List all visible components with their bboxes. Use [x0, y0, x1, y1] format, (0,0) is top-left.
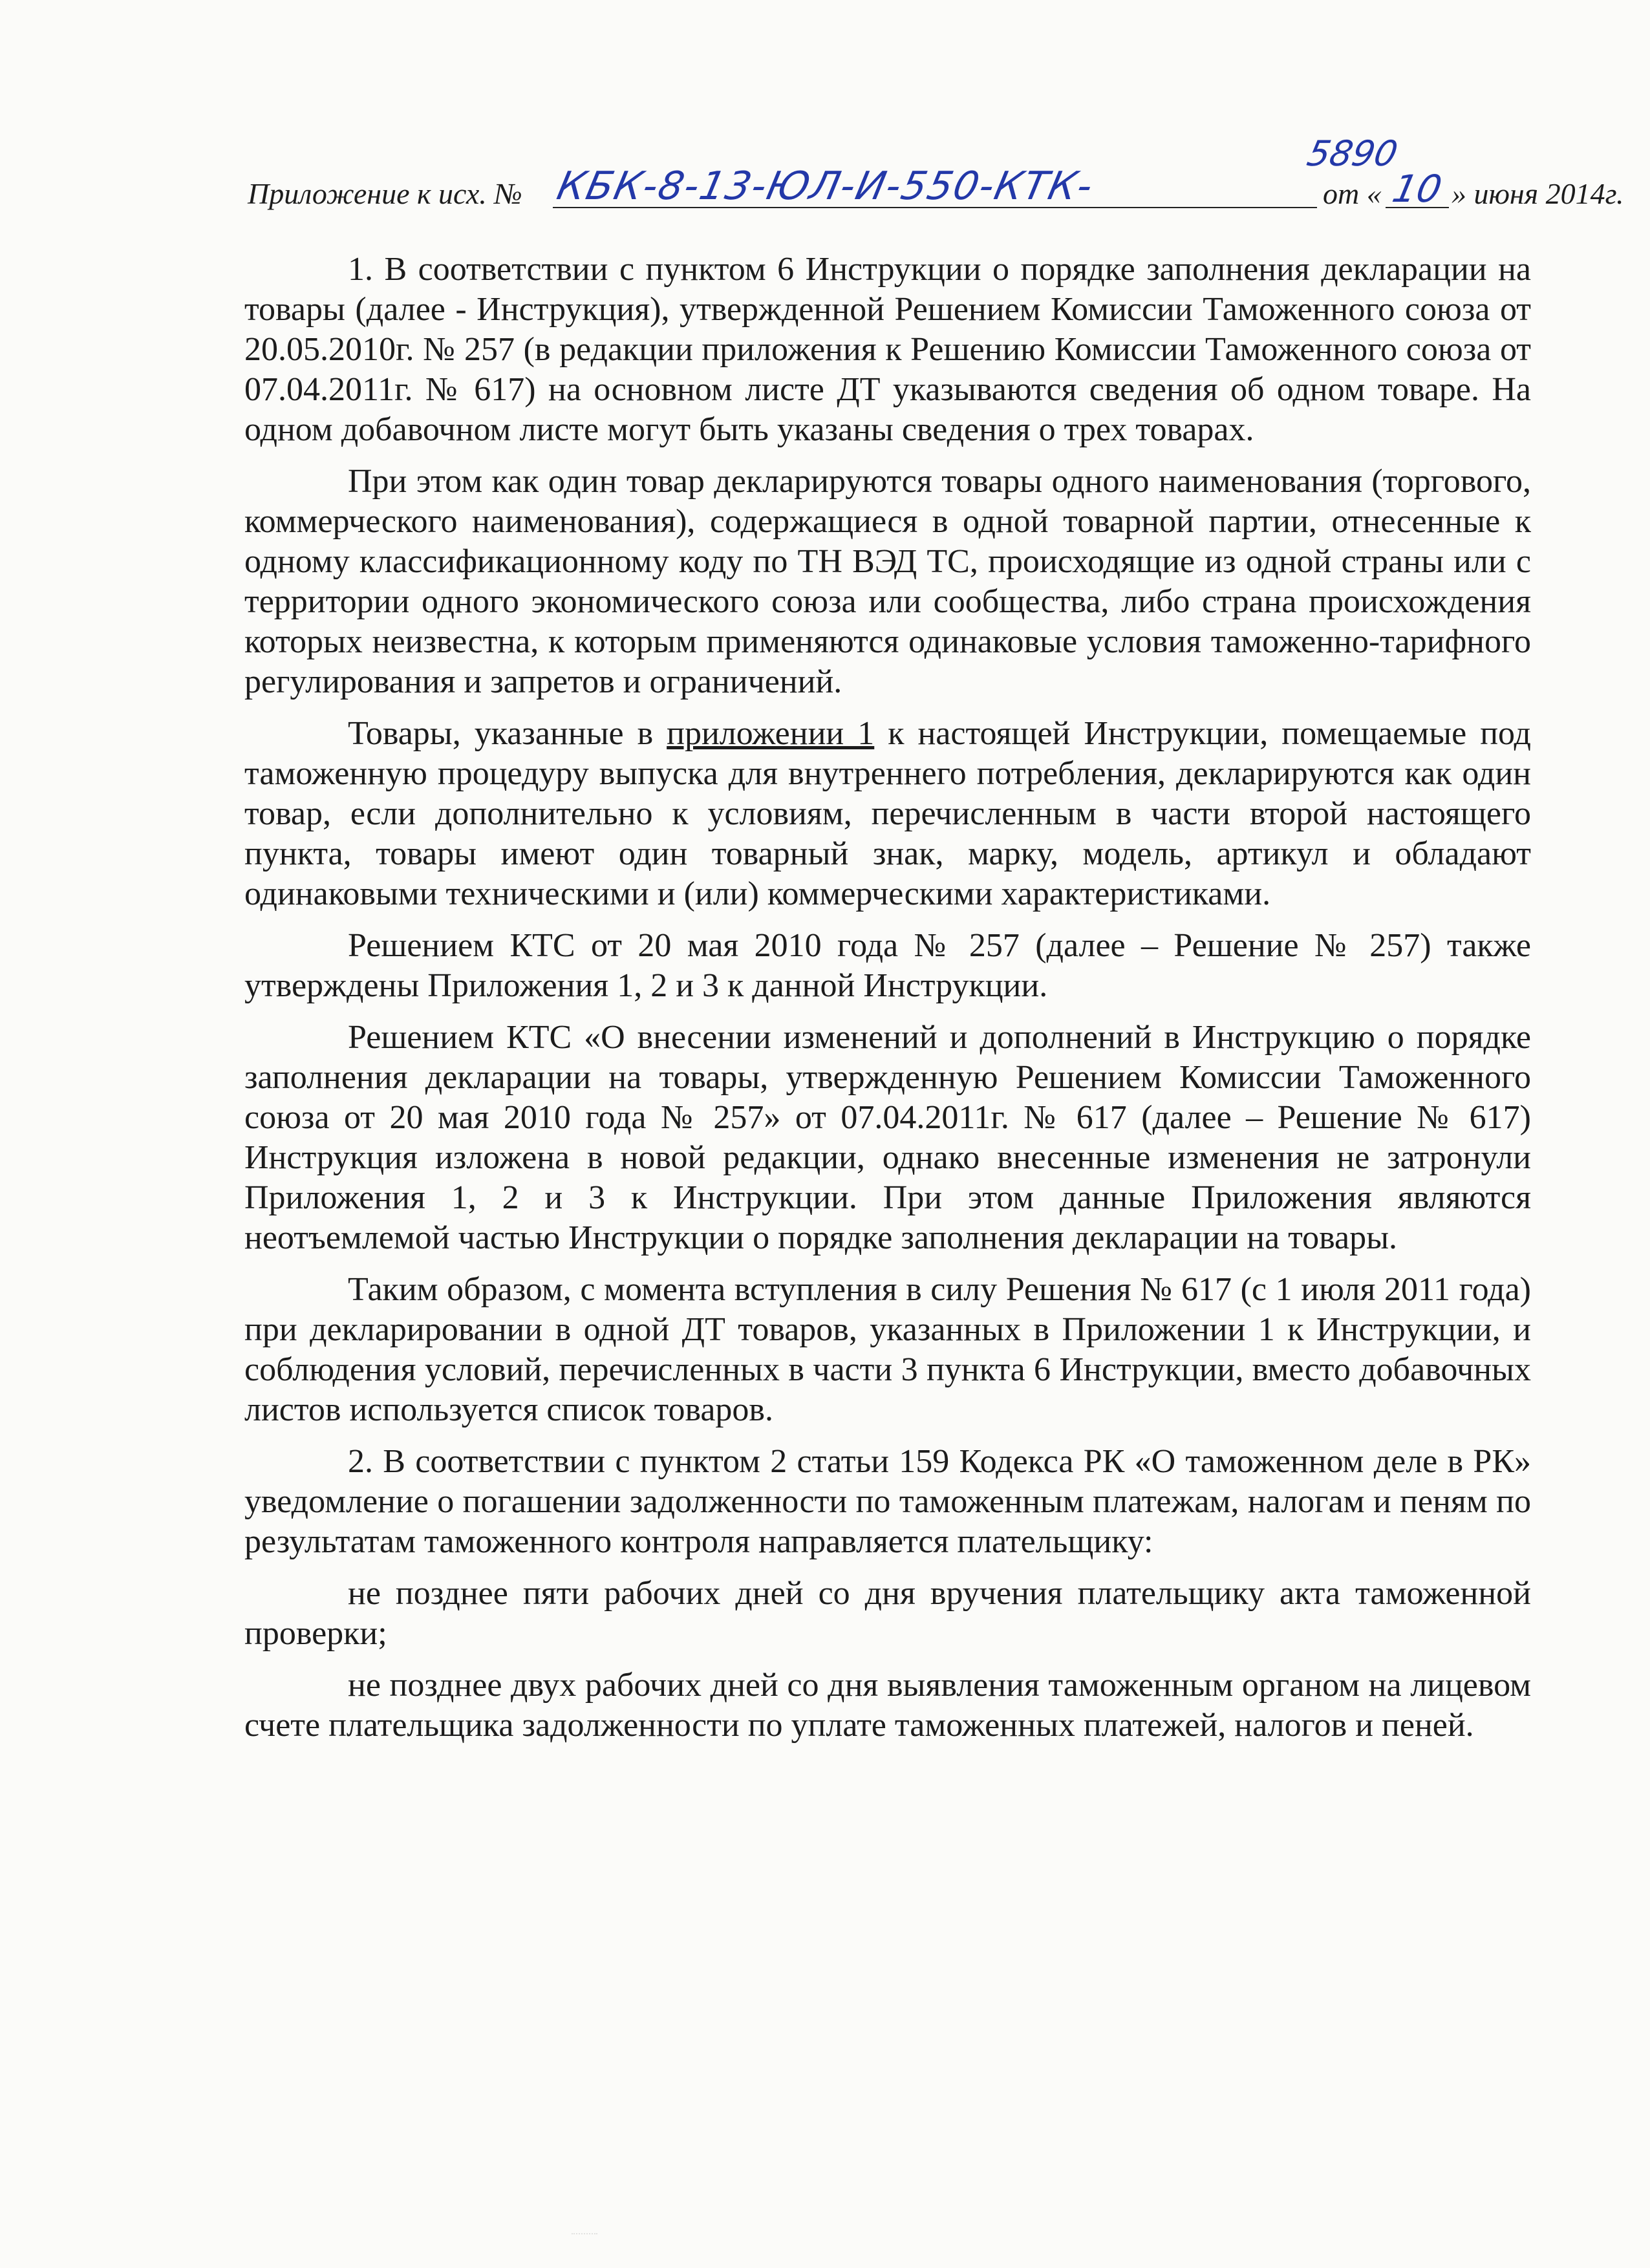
appendix-1-link[interactable]: приложении 1	[667, 715, 875, 752]
attachment-header	[248, 133, 1624, 220]
paragraph-4: Решением КТС от 20 мая 2010 года № 257 (далее – Решение № 257) также утверждены Приложения 1, 2 и 3 к данной Инструкции.	[244, 927, 1531, 1004]
scan-speck	[572, 2224, 597, 2234]
paragraph-7: 2. В соответствии с пунктом 2 статьи 159 Кодекса РК «О таможенном деле в РК» уведомление о погашении задолженности по таможенным платежам, налогам и пеням по результатам таможенного контроля направляется плательщику:	[244, 1443, 1531, 1560]
date-tail: » июня 2014г.	[1452, 177, 1624, 210]
handwritten-day: 10	[1388, 167, 1446, 211]
header-label: Приложение к исх. №	[248, 177, 522, 210]
handwritten-ref-suffix: 5890	[1303, 133, 1402, 174]
from-label: от «	[1323, 177, 1382, 210]
paragraph-9: не позднее двух рабочих дней со дня выявления таможенным органом на лицевом счете плательщика задолженности по уплате таможенных платежей, налогов и пеней.	[244, 1667, 1531, 1744]
body-text	[244, 250, 1531, 1757]
paragraph-3	[244, 714, 1531, 914]
paragraph-3-pre: Товары, указанные в	[348, 715, 667, 752]
paragraph-5: Решением КТС «О внесении изменений и дополнений в Инструкцию о порядке заполнения декларации на товары, утвержденную Решением Комиссии Таможенного союза от 20 мая 2010 года № 257» от 07.04.2011г. № 617 (далее – Решение № 617) Инструкция изложена в новой редакции, однако внесенные изменения не затронули Приложения 1, 2 и 3 к Инструкции. При этом данные Приложения являются неотъемлемой частью Инструкции о порядке заполнения декларации на товары.	[244, 1019, 1531, 1256]
paragraph-2: При этом как один товар декларируются товары одного наименования (торгового, коммерческого наименования), содержащиеся в одной товарной партии, отнесенные к одному классификационному коду по ТН ВЭД ТС, происходящие из одной страны или с территории одного экономического союза или сообщества, либо страна происхождения которых неизвестна, к которым применяются одинаковые условия таможенно-тарифного регулирования и запретов и ограничений.	[244, 463, 1531, 700]
handwritten-ref-number: КБК-8-13-ЮЛ-И-550-КТК-	[553, 164, 1098, 209]
paragraph-3-post: к настоящей Инструкции, помещаемые под таможенную процедуру выпуска для внутреннего потребления, декларируются как один товар, если дополнительно к условиям, перечисленным в части второй настоящего пункта, товары имеют один товарный знак, марку, модель, артикул и обладают одинаковыми техническими и (или) коммерческими характеристиками.	[244, 715, 1531, 912]
paragraph-6: Таким образом, с момента вступления в силу Решения № 617 (с 1 июля 2011 года) при декларировании в одной ДТ товаров, указанных в Приложении 1 к Инструкции, и соблюдения условий, перечисленных в части 3 пункта 6 Инструкции, вместо добавочных листов используется список товаров.	[244, 1271, 1531, 1428]
paragraph-1: 1. В соответствии с пунктом 6 Инструкции о порядке заполнения декларации на товары (далее - Инструкция), утвержденной Решением Комиссии Таможенного союза от 20.05.2010г. № 257 (в редакции приложения к Решению Комиссии Таможенного союза от 07.04.2011г. № 617) на основном листе ДТ указываются сведения об одном товаре. На одном добавочном листе могут быть указаны сведения о трех товарах.	[244, 251, 1531, 448]
paragraph-8: не позднее пяти рабочих дней со дня вручения плательщику акта таможенной проверки;	[244, 1575, 1531, 1652]
